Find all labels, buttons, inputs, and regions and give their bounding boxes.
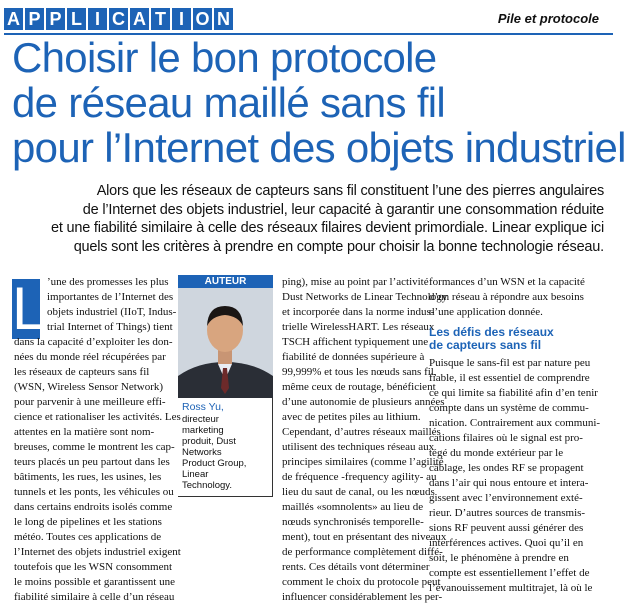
text-line: Cependant, d’autres réseaux maillés [282,426,441,438]
author-role-line: Networks [182,447,222,458]
text-line: d’une autonomie de plusieurs années [282,396,445,408]
text-line: gissent avec l’environnement exté- [429,492,583,504]
title-line: de réseau maillé sans fil [12,79,446,126]
text-line: le long de pipelines et les stations [14,516,162,528]
section-banner [4,8,233,30]
author-name: Ross Yu, [182,401,224,413]
text-line: météo. Toutes ces applications de [14,531,162,543]
author-role-line: Linear [182,469,209,480]
text-line: tunnels et les ponts, les véhicules ou [14,486,174,498]
text-line: l’Internet des objets industriel exigent [14,546,181,558]
text-line: l’évanouissement multitrajet, là où le [429,582,593,594]
text-line: trielle WirelessHART. Les réseaux [282,321,435,333]
text-line: de fréquence -frequency agility- au [282,471,437,483]
drop-cap: L [12,275,46,342]
banner-letter: C [109,8,128,30]
text-line: sions RF peuvent aussi générer des [429,522,584,534]
text-line: câblage, les ondes RF se propagent [429,462,584,474]
banner-letter: I [88,8,107,30]
text-line: fiabilité similaire à celle d’un réseau [14,591,175,603]
text-line: formances d’un WSN et la capacité [429,276,585,288]
text-line: tégé du monde extérieur par le [429,447,564,459]
banner-letter: L [67,8,86,30]
author-caption [178,398,273,497]
text-line: même ceux de routage, bénéficient [282,381,436,393]
banner-letter: A [4,8,23,30]
text-line: de performance complètement diffé- [282,546,443,558]
text-line: fiabilité de données supérieure à [282,351,425,363]
text-line: maillés «somnolents» au lieu de [282,501,424,513]
text-line: TSCH affichent typiquement une [282,336,429,348]
body-column-2 [282,275,448,605]
text-line: cations filaires où le signal est pro- [429,432,583,444]
author-role-line: marketing [182,425,224,436]
article-lede [16,182,604,256]
text-line: le moins possible et garantissent une [14,576,175,588]
text-line: avec de petites piles au lithium. [282,411,421,423]
col3-intro [429,275,604,320]
text-line: soit, le phénomène à prendre en [429,552,569,564]
text-line: 99,999% et tous les nœuds sans fil, [282,366,437,378]
banner-letter: P [25,8,44,30]
text-line: Dust Networks de Linear Technology [282,291,448,303]
section-subhead [429,326,604,352]
text-line: ping), mise au point par l’activité [282,276,429,288]
text-line: importantes de l’Internet des [47,291,174,303]
banner-letter: P [46,8,65,30]
author-role-line: Product Group, [182,458,247,469]
lede-line: quels sont les critères à prendre en compte pour choisir la bonne technologie réseau. [73,238,604,255]
text-line: dans l’air qui nous entoure et intera- [429,477,589,489]
text-line: cience et rationaliser les activités. Les [14,411,181,423]
text-line: Puisque le sans-fil est par nature peu [429,357,591,369]
text-line: dans la capacité d’exploiter les don- [14,336,173,348]
author-photo [178,288,273,398]
text-line: attentes en la matière sont nom- [14,426,155,438]
text-line: breuses, comme le montrent les cap- [14,441,175,453]
text-line: compte est essentiellement l’effet de [429,567,590,579]
author-box [178,275,273,497]
text-line: nication. Contrairement aux communi- [429,417,601,429]
banner-letter: T [151,8,170,30]
text-line: nées du monde réel récupérées par [14,351,166,363]
body-column-3 [429,275,604,596]
banner-letter: I [172,8,191,30]
text-line: principes similaires (comme l’agilité [282,456,444,468]
banner-letter: O [193,8,212,30]
text-line: nœuds synchronisés temporelle- [282,516,424,528]
section-tag: Pile et protocole [497,11,599,26]
text-line: teurs placés un peu partout dans les [14,456,170,468]
subhead-line: de capteurs sans fil [429,338,542,352]
title-line: pour l’Internet des objets industriel [12,124,626,171]
text-line: ce qui limite sa fiabilité afin d’en tenir [429,387,598,399]
text-line: comment le choix du protocole peut [282,576,441,588]
text-line: bâtiments, les rues, les usines, les [14,471,162,483]
lede-line: et une fiabilité similaire à celle des réseaux filaires devient primordiale. Linear explique ici [50,220,604,236]
lede-line: Alors que les réseaux de capteurs sans fil constituent l’une des pierres angulaires [96,183,604,199]
text-line: rents. Ces détails vont déterminer [282,561,430,573]
author-role-line: directeur [182,414,219,425]
text-line: toutefois que les WSN consomment [14,561,173,573]
text-line: d’un réseau à répondre aux besoins [429,291,584,303]
text-line: utilisent des techniques réseau aux [282,441,435,453]
author-role-line: Technology. [182,480,232,491]
text-line: ’une des promesses les plus [47,276,169,288]
banner-letter: N [214,8,233,30]
text-line: dans certains endroits isolés comme [14,501,173,513]
text-line: ment), tout en présentant des niveaux [282,531,447,543]
col3-body [429,356,604,596]
subhead-line: Les défis des réseaux [429,325,554,339]
text-line: objets industriel (IIoT, Indus- [47,306,177,318]
author-label: AUTEUR [178,275,273,288]
text-line: lieu du saut de canal, ou les nœuds [282,486,435,498]
article-title [12,34,626,171]
text-line: les réseaux de capteurs sans fil [14,366,150,378]
title-line: Choisir le bon protocole [12,34,437,81]
text-line: (WSN, Wireless Sensor Network) [14,381,164,393]
author-role-line: produit, Dust [182,436,236,447]
text-line: d’une application donnée. [429,306,543,318]
text-line: compte dans un système de commu- [429,402,589,414]
text-line: fiable, il est essentiel de comprendre [429,372,590,384]
body-column-1 [14,275,181,605]
text-line: interférences actives. Quoi qu’il en [429,537,584,549]
lede-line: de l’Internet des objets industriel, leur capacité à garantir une consommation réduite [82,201,604,218]
text-line: influencer considérablement les per- [282,591,443,603]
text-line: et incorporée dans la norme indus- [282,306,435,318]
text-line: trial Internet of Things) tient [47,321,173,333]
text-line: pour parvenir à une meilleure effi- [14,396,166,408]
banner-letter: A [130,8,149,30]
text-line: rieur. D’autres sources de transmis- [429,507,586,519]
